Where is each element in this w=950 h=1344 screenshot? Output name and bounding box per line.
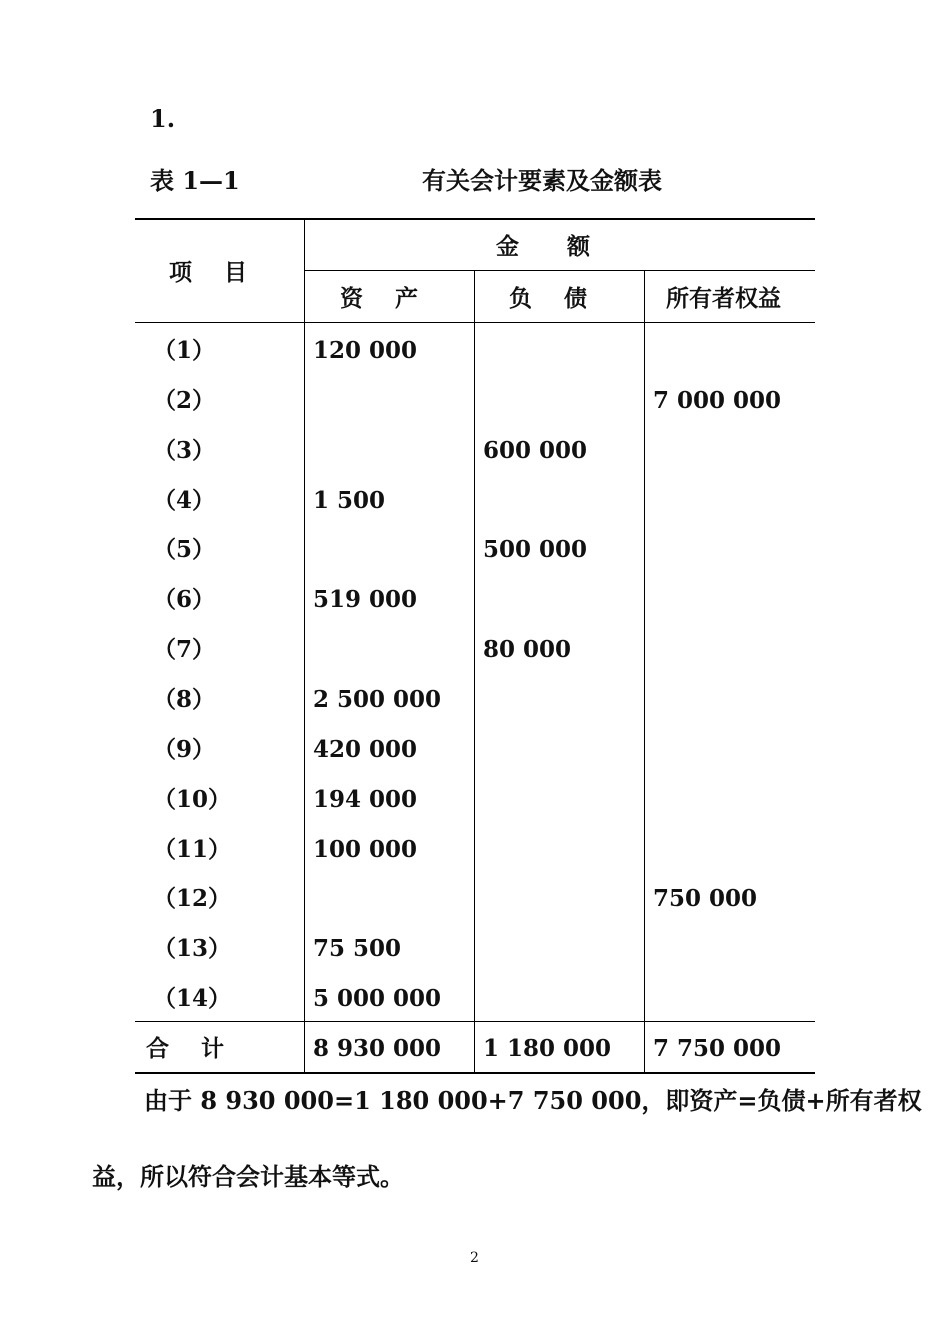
row-liabilities: 600 000 — [483, 437, 588, 464]
page-number: 2 — [470, 1250, 479, 1266]
row-assets: 100 000 — [313, 836, 418, 863]
row-assets: 420 000 — [313, 736, 418, 763]
header-assets: 资 产 — [340, 285, 419, 312]
table-label: 表 1—1 — [150, 166, 240, 195]
section-number: 1. — [150, 104, 176, 133]
amount-subheader-rule — [305, 270, 815, 271]
total-equity: 7 750 000 — [653, 1035, 782, 1062]
row-assets: 120 000 — [313, 337, 418, 364]
row-assets: 5 000 000 — [313, 985, 442, 1012]
col-divider-liabilities — [644, 270, 645, 1074]
row-item: （6） — [153, 586, 216, 613]
row-item: （7） — [153, 636, 216, 663]
table-bottom-rule — [135, 1072, 815, 1074]
row-assets: 519 000 — [313, 586, 418, 613]
row-item: （4） — [153, 487, 216, 514]
col-divider-assets — [474, 270, 475, 1074]
header-bottom-rule — [135, 322, 815, 323]
row-equity: 7 000 000 — [653, 387, 782, 414]
row-assets: 2 500 000 — [313, 686, 442, 713]
paragraph-line-1: 由于 8 930 000=1 180 000+7 750 000，即资产=负债+所有者权 — [144, 1086, 922, 1115]
row-item: （13） — [153, 935, 232, 962]
total-top-rule — [135, 1021, 815, 1022]
total-label: 合 计 — [146, 1035, 225, 1062]
row-liabilities: 80 000 — [483, 636, 572, 663]
row-liabilities: 500 000 — [483, 536, 588, 563]
row-item: （1） — [153, 337, 216, 364]
table-title: 有关会计要素及金额表 — [422, 166, 662, 195]
col-divider-item — [304, 218, 305, 1074]
row-item: （9） — [153, 736, 216, 763]
row-item: （14） — [153, 985, 232, 1012]
row-assets: 1 500 — [313, 487, 386, 514]
header-item: 项 目 — [169, 259, 248, 286]
row-assets: 194 000 — [313, 786, 418, 813]
row-item: （10） — [153, 786, 232, 813]
header-equity: 所有者权益 — [666, 285, 781, 312]
table-top-rule — [135, 218, 815, 220]
header-amount: 金 额 — [496, 233, 591, 260]
row-item: （2） — [153, 387, 216, 414]
row-equity: 750 000 — [653, 885, 758, 912]
row-item: （5） — [153, 536, 216, 563]
row-assets: 75 500 — [313, 935, 402, 962]
total-liabilities: 1 180 000 — [483, 1035, 612, 1062]
row-item: （8） — [153, 686, 216, 713]
paragraph-line-2: 益，所以符合会计基本等式。 — [92, 1162, 404, 1191]
total-assets: 8 930 000 — [313, 1035, 442, 1062]
header-liabilities: 负 债 — [509, 285, 588, 312]
row-item: （11） — [153, 836, 232, 863]
row-item: （3） — [153, 437, 216, 464]
row-item: （12） — [153, 885, 232, 912]
